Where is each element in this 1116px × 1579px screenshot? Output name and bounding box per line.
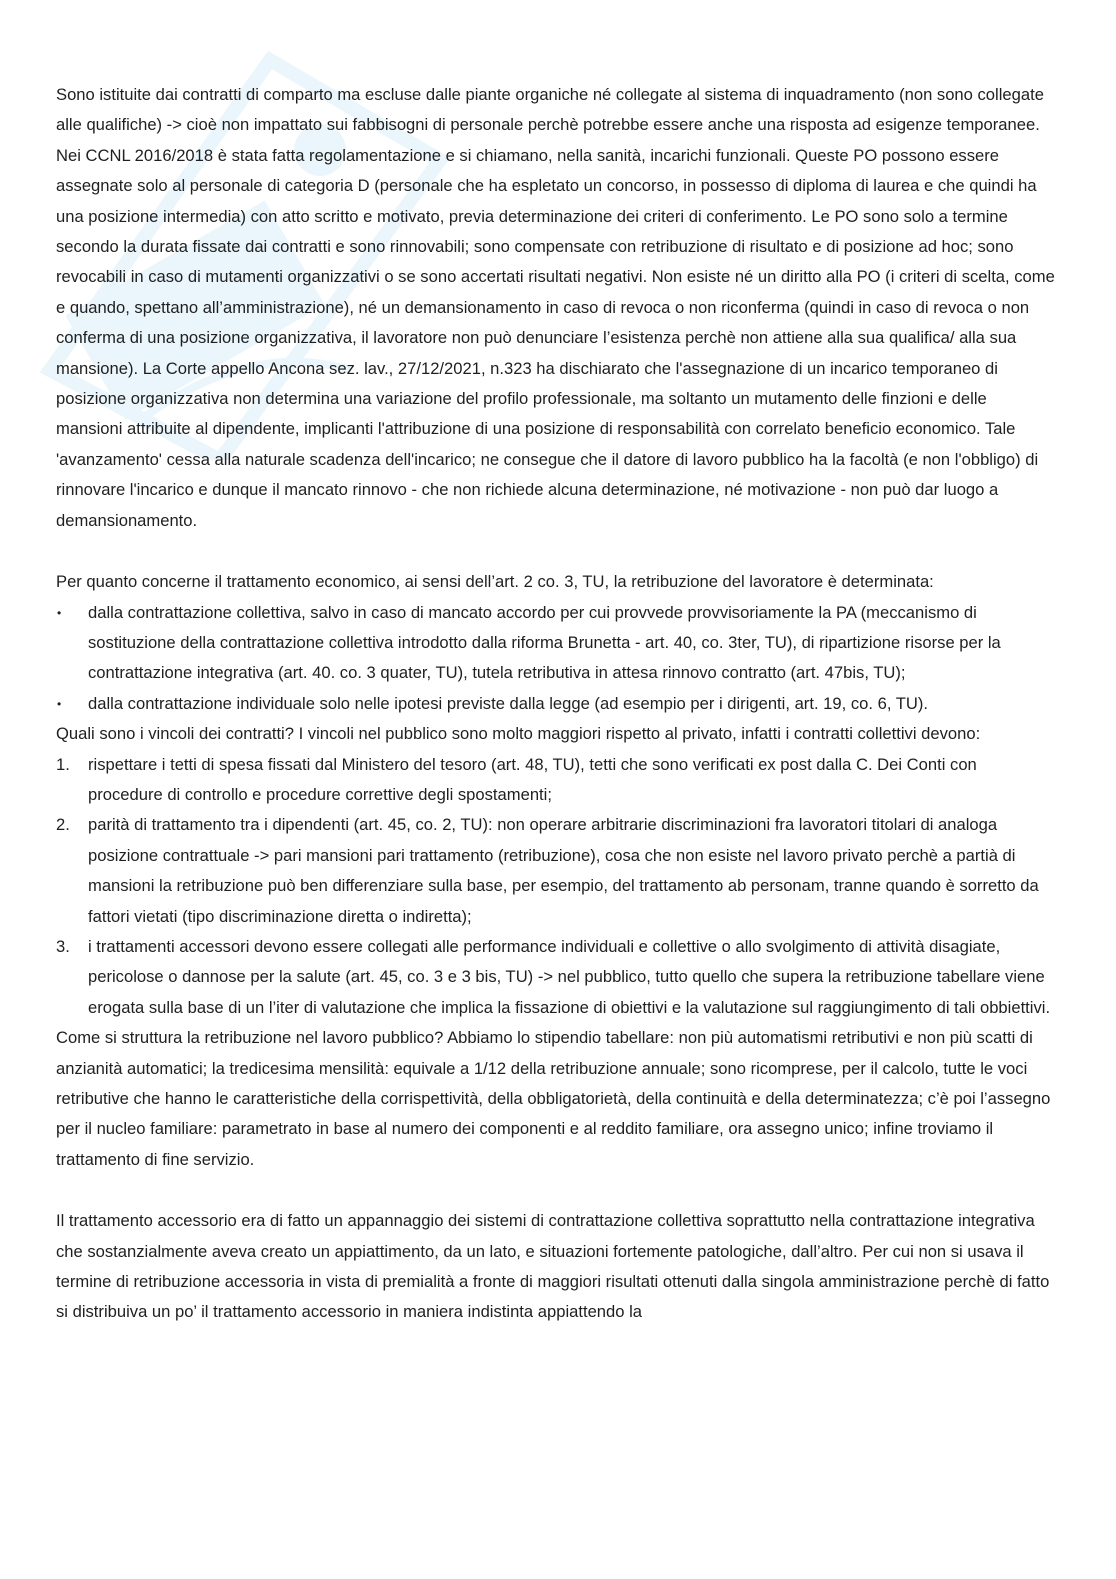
numbered-item [56, 750, 1056, 811]
paragraph-struttura-retribuzione: Come si struttura la retribuzione nel lavoro pubblico? Abbiamo lo stipendio tabellare: non più automatismi retributivi e non più scatti di anzianità automatici; la tredicesima mensilità: equivale a 1/12 della retribuzione annuale; sono ricomprese, per il calcolo, tutte le voci retributive che hanno le caratteristiche della corrispettività, della obbligatorietà, della continuità e della determinatezza; c’è poi l’assegno per il nucleo familiare: parametrato in base al numero dei componenti e al reddito familiare, ora assegno unico; infine troviamo il trattamento di fine servizio. [56, 1028, 1051, 1169]
item-text: i trattamenti accessori devono essere collegati alle performance individuali e collettive o allo svolgimento di attività disagiate, pericolose o dannose per la salute (art. 45, co. 3 e 3 bis, TU) -> nel pubblico, tutto quello che supera la retribuzione tabellare viene erogata sulla base di un l’iter di valutazione che implica la fissazione di obiettivi e la valutazione sul raggiungimento di tali obbiettivi. [88, 936, 1051, 1017]
item-text: parità di trattamento tra i dipendenti (art. 45, co. 2, TU): non operare arbitrarie discriminazioni fra lavoratori titolari di analoga posizione contrattuale -> pari mansioni pari trattamento (retribuzione), cosa che non esiste nel lavoro privato perchè a partià di mansioni la retribuzione può ben differenziare sulla base, per esempio, del trattamento ab personam, tranne quando è sorretto da fattori vietati (tipo discriminazione diretta o indiretta); [88, 815, 1039, 926]
item-number: 3. [56, 936, 70, 956]
paragraph-vincoli-contratti: Quali sono i vincoli dei contratti? I vincoli nel pubblico sono molto maggiori rispetto al privato, infatti i contratti collettivi devono: [56, 724, 981, 744]
numbered-item [56, 810, 1056, 932]
bullet-item: • dalla contrattazione individuale solo nelle ipotesi previste dalla legge (ad esempio per i dirigenti, art. 19, co. 6, TU). [56, 689, 1056, 719]
item-number: 2. [56, 815, 70, 835]
paragraph-trattamento-economico: Per quanto concerne il trattamento economico, ai sensi dell’art. 2 co. 3, TU, la retribuzione del lavoratore è determinata: [56, 572, 934, 592]
bullet-item: • dalla contrattazione collettiva, salvo in caso di mancato accordo per cui provvede provvisoriamente la PA (meccanismo di sostituzione della contrattazione collettiva introdotto dalla riforma Brunetta - art. 40, co. 3ter, TU), di ripartizione risorse per la contrattazione integrativa (art. 40. co. 3 quater, TU), tutela retributiva in attesa rinnovo contratto (art. 47bis, TU); [56, 598, 1056, 689]
numbered-item [56, 932, 1056, 1023]
item-text: rispettare i tetti di spesa fissati dal Ministero del tesoro (art. 48, TU), tetti che sono verificati ex post dalla C. Dei Conti con procedure di controllo e procedure correttive degli spostamenti; [88, 754, 977, 804]
document-page [56, 80, 1056, 1328]
numbered-list [56, 750, 1056, 1024]
item-number: 1. [56, 754, 70, 774]
paragraph-gap [56, 1175, 1056, 1206]
paragraph-posizioni-organizzative: Sono istituite dai contratti di comparto ma escluse dalle piante organiche né collegate al sistema di inquadramento (non sono collegate alle qualifiche) -> cioè non impattato sui fabbisogni di personale perchè potrebbe essere anche una risposta ad esigenze temporanee. Nei CCNL 2016/2018 è stata fatta regolamentazione e si chiamano, nella sanità, incarichi funzionali. Queste PO possono essere assegnate solo al personale di categoria D (personale che ha espletato un concorso, in possesso di diploma di laurea e che quindi ha una posizione intermedia) con atto scritto e motivato, previa determinazione dei criteri di conferimento. Le PO sono solo a termine secondo la durata fissate dai contratti e sono rinnovabili; sono compensate con retribuzione di risultato e di posizione ad hoc; sono revocabili in caso di mutamenti organizzativi o se sono accertati risultati negativi. Non esiste né un diritto alla PO (i criteri di scelta, come e quando, spettano all’amministrazione), né un demansionamento in caso di revoca o non riconferma (quindi in caso di revoca o non conferma di una posizione organizzativa, il lavoratore non può denunciare l’esistenza perchè non attiene alla sua qualifica/ alla sua mansione). La Corte appello Ancona sez. lav., 27/12/2021, n.323 ha dischiarato che l'assegnazione di un incarico temporaneo di posizione organizzativa non determina una variazione del profilo professionale, ma soltanto un mutamento delle finzioni e delle mansioni attribuite al dipendente, implicanti l'attribuzione di una posizione di responsabilità con correlato beneficio economico. Tale 'avanzamento' cessa alla naturale scadenza dell'incarico; ne consegue che il datore di lavoro pubblico ha la facoltà (e non l'obbligo) di rinnovare l'incarico e dunque il mancato rinnovo - che non richiede alcuna determinazione, né motivazione - non può dar luogo a demansionamento. [56, 85, 1055, 530]
paragraph-trattamento-accessorio: Il trattamento accessorio era di fatto un appannaggio dei sistemi di contrattazione collettiva soprattutto nella contrattazione integrativa che sostanzialmente aveva creato un appiattimento, da un lato, e situazioni fortemente patologiche, dall’altro. Per cui non si usava il termine di retribuzione accessoria in vista di premialità a fronte di maggiori risultati ottenuti dalla singola amministrazione perchè di fatto si distribuiva un po’ il trattamento accessorio in maniera indistinta appiattendo la [56, 1211, 1050, 1322]
paragraph-gap [56, 536, 1056, 567]
bullet-list [56, 598, 1056, 720]
